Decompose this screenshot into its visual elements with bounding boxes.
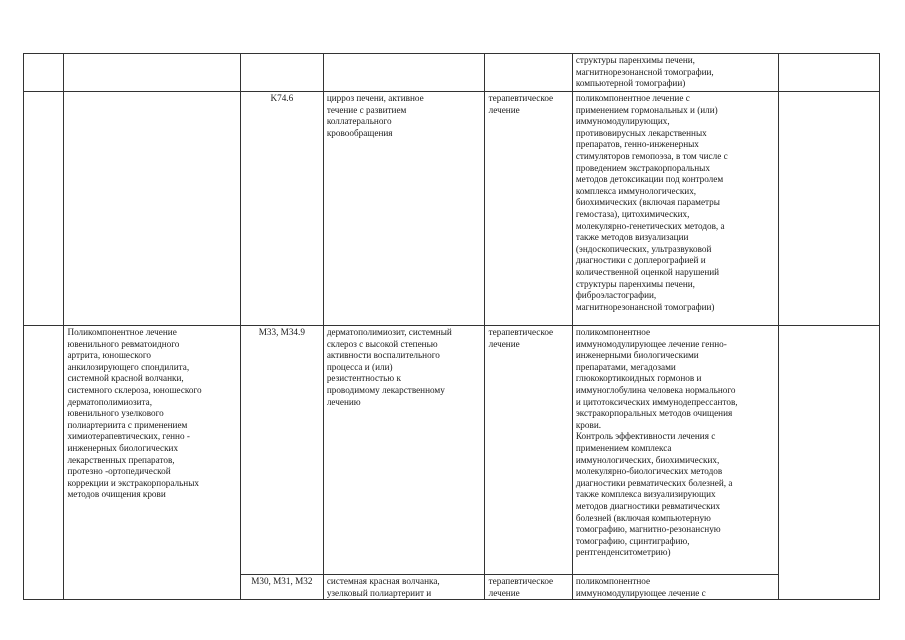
table-row bbox=[24, 326, 880, 575]
icd-code-cell: K74.6 bbox=[240, 92, 323, 326]
number-cell bbox=[24, 326, 64, 600]
treatment-method-cell: поликомпонентное лечение с применением гормональных и (или) иммуномодулирующих, противовирусных лекарственных препаратов, генно-инженерных стимуляторов гемопоэза, в том числе с проведением экстракорпоральных методов детоксикации под контролем комплекса иммунологических, биохимических (включая параметры гемостаза), цитохимических, молекулярно-генетических методов, а также методов визуализации (эндоскопических, ультразвуковой диагностики с доплерографией и количественной оценкой нарушений структуры паренхимы печени, фиброэластографии, магнитнорезонансной томографии) bbox=[572, 92, 778, 326]
cost-cell bbox=[779, 92, 880, 326]
treatment-type-cell: терапевтическое лечение bbox=[484, 92, 572, 326]
patient-model-cell bbox=[323, 54, 484, 92]
treatment-method-cell: структуры паренхимы печени, магнитнорезонансной томографии, компьютерной томографии) bbox=[572, 54, 778, 92]
treatment-method-cell: поликомпонентное иммуномодулирующее лечение с bbox=[572, 575, 778, 600]
table-row bbox=[24, 92, 880, 326]
cost-cell bbox=[779, 326, 880, 600]
treatment-method-cell: поликомпонентное иммуномодулирующее лечение генно- инженерными биологическими препаратами, мегадозами глюкокортикоидных гормонов и иммуноглобулина человека нормального и цитотоксических иммунодепрессантов, экстракорпоральных методов очищения крови. Контроль эффективности лечения с применением комплекса иммунологических, биохимических, молекулярно-биологических методов диагностики ревматических болезней, а также комплекса визуализирующих методов диагностики ревматических болезней (включая компьютерную томографию, магнитно-резонансную томографию, сцинтиграфию, рентгенденситометрию) bbox=[572, 326, 778, 575]
patient-model-cell: дерматополимиозит, системный склероз с высокой степенью активности воспалительного процесса и (или) резистентностью к проводимому лекарственному лечению bbox=[323, 326, 484, 575]
icd-code-cell bbox=[240, 54, 323, 92]
cost-cell bbox=[779, 54, 880, 92]
icd-code-cell: M30, M31, M32 bbox=[240, 575, 323, 600]
description-cell bbox=[64, 54, 240, 92]
table-row bbox=[24, 54, 880, 92]
patient-model-cell: системная красная волчанка, узелковый полиартериит и bbox=[323, 575, 484, 600]
medical-care-table bbox=[23, 53, 880, 600]
treatment-type-cell: терапевтическое лечение bbox=[484, 575, 572, 600]
number-cell bbox=[24, 54, 64, 92]
treatment-type-cell: терапевтическое лечение bbox=[484, 326, 572, 575]
icd-code-cell: M33, M34.9 bbox=[240, 326, 323, 575]
description-cell: Поликомпонентное лечение ювенильного ревматоидного артрита, юношеского анкилозирующего спондилита, системной красной волчанки, системного склероза, юношеского дерматополимиозита, ювенильного узелкового полиартериита с применением химиотерапевтических, генно - инженерных биологических лекарственных препаратов, протезно -ортопедической коррекции и экстракорпоральных методов очищения крови bbox=[64, 326, 240, 600]
patient-model-cell: цирроз печени, активное течение с развитием коллатерального кровообращения bbox=[323, 92, 484, 326]
number-cell bbox=[24, 92, 64, 326]
document-page bbox=[23, 53, 880, 600]
treatment-type-cell bbox=[484, 54, 572, 92]
description-cell bbox=[64, 92, 240, 326]
